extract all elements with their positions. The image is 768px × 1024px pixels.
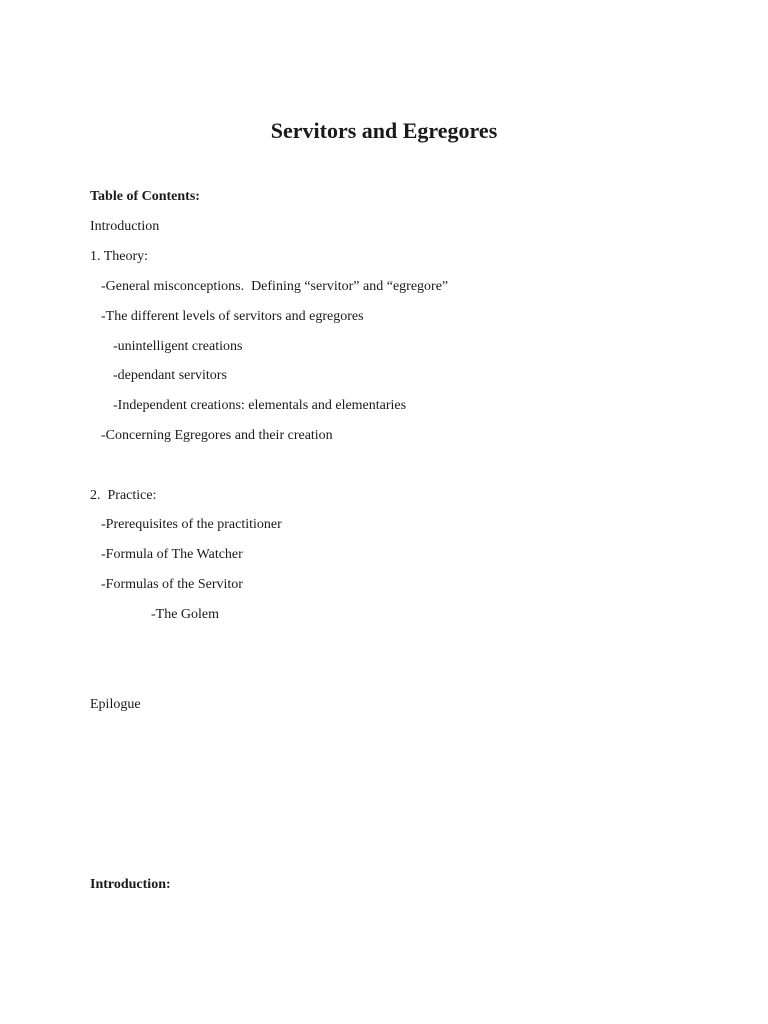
toc-item-practice: 2. Practice: [90,488,157,503]
toc-subitem-unintelligent: -unintelligent creations [113,339,243,354]
toc-subitem-levels: -The different levels of servitors and egregores [101,309,364,324]
toc-item-epilogue: Epilogue [90,697,141,712]
toc-item-theory: 1. Theory: [90,249,149,264]
toc-subitem-watcher: -Formula of The Watcher [101,547,243,562]
toc-subitem-concerning: -Concerning Egregores and their creation [101,428,333,443]
toc-subitem-misconceptions: -General misconceptions. Defining “servitor” and “egregore” [101,279,449,294]
toc-subitem-independent: -Independent creations: elementals and elementaries [113,398,407,413]
toc-subitem-prerequisites: -Prerequisites of the practitioner [101,517,282,532]
introduction-heading: Introduction: [90,877,171,892]
toc-item-introduction: Introduction [90,219,160,234]
toc-subitem-golem: -The Golem [151,607,220,622]
toc-subitem-dependant: -dependant servitors [113,368,227,383]
toc-subitem-servitor: -Formulas of the Servitor [101,577,243,592]
document-title: Servitors and Egregores [270,118,498,143]
toc-heading: Table of Contents: [90,189,200,204]
